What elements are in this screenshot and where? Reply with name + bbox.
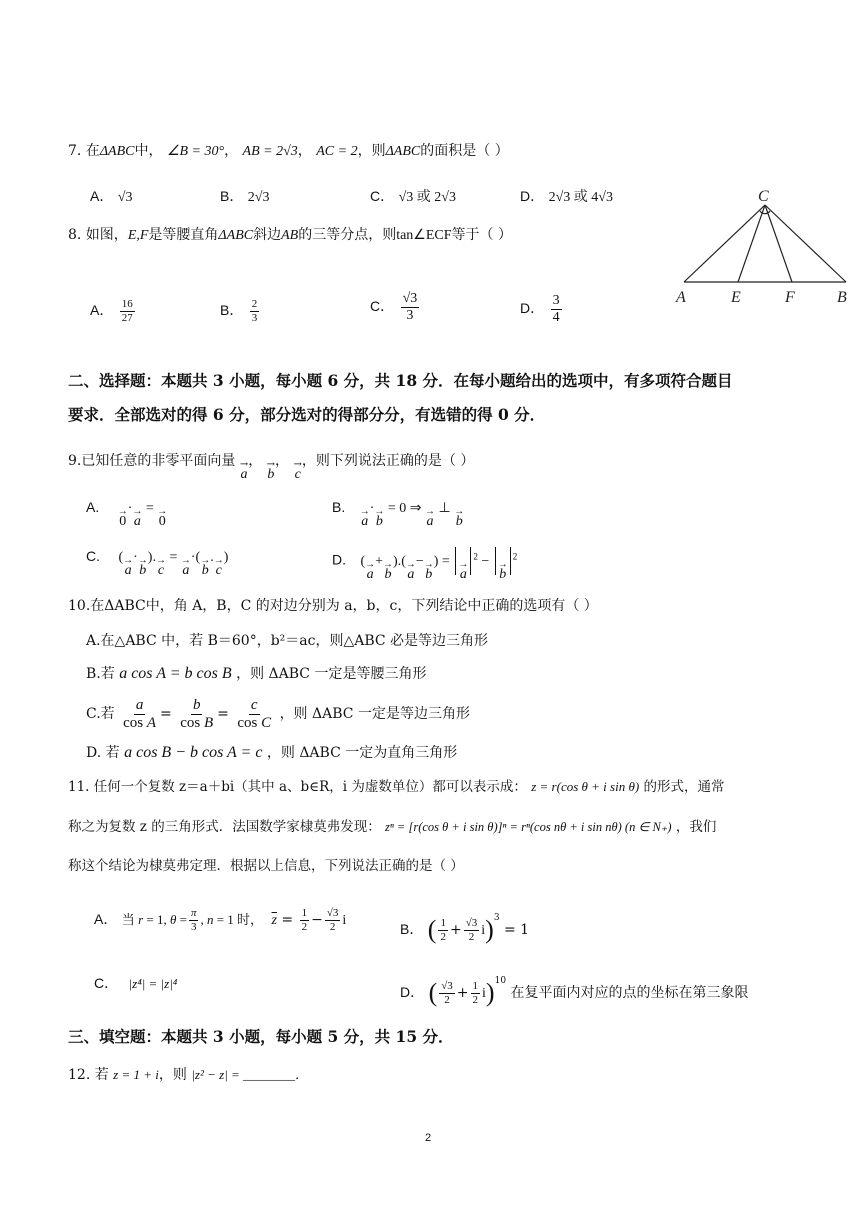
option-math: ( → a + → b ).( → a − → b ) = → a $^2$ − → b $^2$ — [360, 554, 517, 569]
option-value: √3 — [117, 190, 133, 205]
fraction: $\frac{1}{2}$ — [472, 980, 479, 1006]
q8-points: E,F — [127, 228, 149, 243]
vector-c: → c — [293, 459, 302, 482]
q11-line3: 称这个结论为棣莫弗定理．根据以上信息，下列说法正确的是（ ） — [68, 858, 464, 874]
q9-stem — [68, 449, 474, 482]
section2-heading: 二、选择题：本题共 3 小题，每小题 6 分，共 18 分．在每小题给出的选项中，有多项符合题目 — [68, 371, 733, 390]
option-label: B． — [220, 188, 244, 204]
fraction: $\frac{1}{2}$ — [301, 907, 308, 933]
q9-option-c — [86, 543, 228, 578]
option-text: B.若 — [86, 666, 115, 682]
option-math: |z⁴| = |z|⁴ — [128, 976, 178, 991]
label-b: B — [837, 289, 847, 306]
q7-stem-text: ，则 — [357, 143, 386, 159]
label-f: F — [785, 289, 795, 306]
option-label: D. — [332, 551, 346, 568]
q10-stem: 10.在ΔABC中，角 A，B，C 的对边分别为 a，b，c，下列结论中正确的选项有（ ） — [68, 598, 598, 614]
label-a: A — [676, 289, 686, 306]
q12 — [68, 1065, 308, 1085]
q11-text: ，我们 — [675, 819, 717, 835]
vector-a: → a — [239, 459, 249, 482]
q10-option-b — [86, 664, 426, 684]
q7-sep: ， — [297, 143, 312, 159]
side-ac — [684, 205, 765, 282]
q11-text: 的形式，通常 — [643, 779, 725, 795]
fraction: $\frac{√3}{2}$ — [441, 980, 453, 1006]
q9-option-a — [86, 494, 167, 529]
q11-line1 — [68, 777, 724, 797]
fraction: $\frac{√3}{3}$ — [402, 291, 418, 323]
q7-option-b — [220, 186, 269, 208]
fraction: $\frac{√3}{2}$ — [326, 907, 339, 933]
q7-stem-text: 中， — [134, 143, 163, 159]
option-text: ，则 ΔABC 一定是等腰三角形 — [236, 666, 427, 682]
option-value: 2√3 或 4√3 — [548, 190, 613, 205]
option-math: → a · → b = 0 ⇒ → a ⊥ → b — [359, 501, 465, 529]
label-e: E — [731, 289, 741, 306]
option-math: → 0 · → a = → 0 — [117, 501, 168, 529]
q8-tan: tan∠ECF — [396, 228, 452, 243]
q10-option-a: A.在△ABC 中，若 B＝60°，b²＝ac，则△ABC 必是等边三角形 — [86, 633, 489, 649]
q11-math: zⁿ = [r(cos θ + i sin θ)]ⁿ = rⁿ(cos nθ + i sin nθ) (n ∈ N₊) — [385, 820, 672, 834]
side-bc — [765, 205, 846, 282]
q7-sep: ， — [224, 143, 239, 159]
option-label: B． — [220, 302, 244, 318]
q7-stem-text: 7. 在 — [68, 143, 100, 159]
q9-stem-text: ，则下列说法正确的是（ ） — [301, 453, 475, 469]
option-label: C． — [370, 188, 395, 204]
q8-side: AB — [281, 228, 299, 243]
q12-answer-blank: |z² − z| = ________． — [191, 1067, 309, 1082]
q8-option-c — [370, 290, 421, 323]
q10-option-d — [86, 743, 457, 763]
q12-math: z = 1 + i — [113, 1067, 159, 1082]
fraction: $\frac{a}{\text{cos A}}$ — [123, 697, 157, 731]
option-label: A． — [94, 911, 118, 927]
q7-triangle: ΔABC — [99, 144, 135, 159]
fraction: $\frac{16}{27}$ — [121, 298, 133, 324]
q7-option-d — [520, 186, 613, 208]
angle-arc — [760, 211, 770, 214]
q11-option-a: A． 当 r = 1, θ = $\frac{\pi}{3}$ , n = 1 时， $\overline{z}$ = $\frac{1}{2}$ − $\frac{√3}{2}$ i — [94, 907, 347, 933]
q8-option-a — [90, 294, 137, 327]
q8-stem-text: 8. 如图， — [68, 227, 128, 243]
q8-stem-text: 是等腰直角 — [148, 227, 219, 243]
q7-option-c — [370, 186, 456, 208]
q9-option-b — [332, 494, 464, 529]
comma: ， — [275, 453, 290, 469]
segment-cf — [765, 205, 792, 282]
fraction: $\frac{\pi}{3}$ — [190, 907, 197, 933]
q8-stem-text: 等于（ ） — [451, 227, 512, 243]
option-label: C． — [94, 975, 119, 991]
fraction: $\frac{3}{4}$ — [552, 293, 560, 325]
q8-option-b — [220, 294, 261, 327]
q7-stem-text: 的面积是（ ） — [420, 143, 509, 159]
q10-option-c: C.若 $\frac{a}{\text{cos A}}$ = $\frac{b}{\text{cos B}}$ = $\frac{c}{\text{cos C}}$ ，则 ΔABC 一定是等边三角形 — [86, 697, 470, 731]
page-number: 2 — [425, 1132, 432, 1144]
option-math: a cos B − b cos A = c — [124, 744, 263, 761]
q8-triangle: ΔABC — [218, 228, 254, 243]
q11-option-d: D． ( $\frac{√3}{2}$ + $\frac{1}{2}$ i)$^{10}$ 在复平面内对应的点的坐标在第三象限 — [400, 976, 749, 1007]
q12-text: 12. 若 — [68, 1067, 109, 1083]
option-math: a cos A = b cos B — [119, 665, 232, 682]
option-label: C. — [86, 548, 100, 564]
q8-option-d — [520, 292, 564, 325]
option-value: √3 或 2√3 — [398, 190, 456, 205]
q9-option-d — [332, 541, 517, 581]
option-text: D. 若 — [86, 745, 120, 761]
triangle-figure — [670, 185, 855, 310]
option-value: 2√3 — [247, 190, 270, 205]
fraction: $\frac{b}{\text{cos B}}$ — [180, 697, 214, 731]
q11-line2 — [68, 817, 716, 837]
q8-stem — [68, 225, 512, 246]
q7-angle: ∠B = 30° — [166, 144, 225, 159]
option-label: D． — [520, 188, 545, 204]
option-label: A． — [90, 302, 114, 318]
option-text: ，则 ΔABC 一定是等边三角形 — [279, 706, 470, 722]
segment-ce — [738, 205, 765, 282]
fraction: $\frac{1}{2}$ — [440, 917, 446, 943]
option-label: A. — [86, 499, 100, 515]
option-label: B． — [400, 921, 424, 937]
q7-option-a — [90, 186, 132, 208]
option-text: 在复平面内对应的点的坐标在第三象限 — [510, 985, 749, 1001]
option-math: ( → a · → b ). → c = → a ·( → b . → c ) — [118, 550, 229, 578]
fraction: $\frac{2}{3}$ — [251, 298, 258, 324]
vector-b: → b — [266, 459, 276, 482]
option-label: D． — [400, 984, 425, 1000]
q11-math: z = r(cos θ + i sin θ) — [531, 779, 640, 794]
q7-ac: AC = 2 — [316, 144, 358, 159]
section3-heading: 三、填空题：本题共 3 小题，每小题 5 分，共 15 分． — [68, 1027, 454, 1046]
label-c: C — [758, 188, 769, 205]
q8-stem-text: 的三等分点，则 — [298, 227, 397, 243]
q11-option-b: B． ( $\frac{1}{2}$ + $\frac{√3}{2}$ i)$^3$ = 1 — [400, 913, 530, 944]
q7-stem — [68, 141, 509, 162]
section2-heading-cont: 要求．全部选对的得 6 分，部分选对的得部分分，有选错的得 0 分． — [68, 405, 546, 424]
option-text: C.若 — [86, 706, 115, 722]
option-label: A． — [90, 188, 114, 204]
q8-stem-text: 斜边 — [253, 227, 282, 243]
q7-ab: AB = 2√3 — [242, 144, 298, 159]
option-label: B. — [332, 499, 346, 515]
option-label: C． — [370, 298, 395, 314]
q11-text: 11. 任何一个复数 z＝a＋bi（其中 a、b∈R，i 为虚数单位）都可以表示成： — [68, 779, 527, 795]
q7-triangle: ΔABC — [385, 144, 421, 159]
fraction: $\frac{c}{\text{cos C}}$ — [237, 697, 272, 731]
comma: ， — [248, 453, 263, 469]
q11-text: 称之为复数 z 的三角形式．法国数学家棣莫弗发现： — [68, 819, 381, 835]
fraction: $\frac{√3}{2}$ — [465, 917, 478, 943]
q11-option-c — [94, 973, 177, 994]
option-text: ，则 ΔABC 一定为直角三角形 — [266, 745, 458, 761]
q12-text: ，则 — [158, 1067, 187, 1083]
option-label: D． — [520, 300, 545, 316]
q9-stem-text: 9.已知任意的非零平面向量 — [68, 453, 236, 469]
